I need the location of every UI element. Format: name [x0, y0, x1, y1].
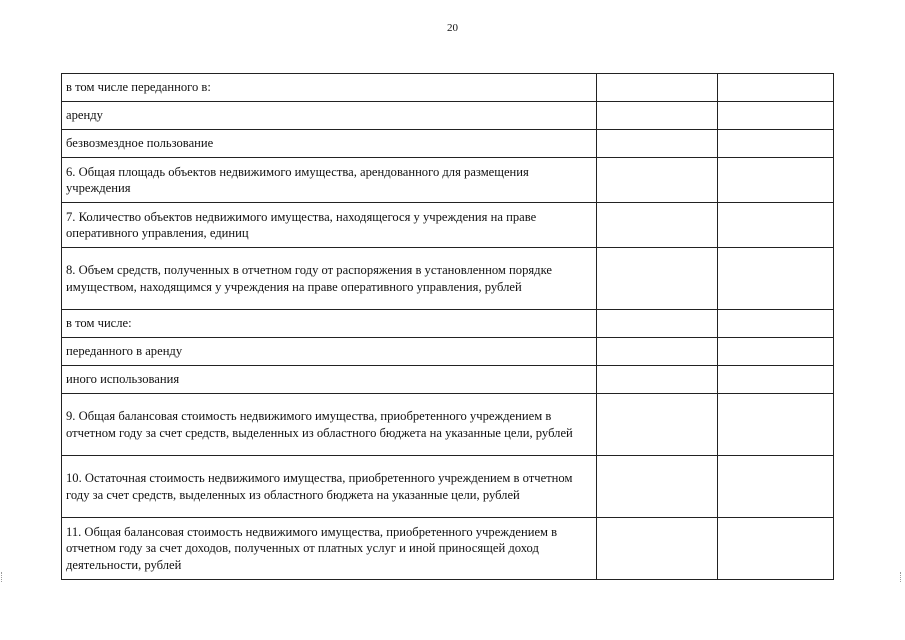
- value-cell-previous: [718, 338, 834, 366]
- value-cell-current: [597, 74, 718, 102]
- table-row: [62, 130, 834, 158]
- value-cell-current: [597, 310, 718, 338]
- value-cell-current: [597, 338, 718, 366]
- value-cell-current: [597, 456, 718, 518]
- table-row: [62, 158, 834, 203]
- row-label: аренду: [62, 102, 597, 130]
- value-cell-current: [597, 203, 718, 248]
- table-row: [62, 394, 834, 456]
- table-row: [62, 456, 834, 518]
- value-cell-current: [597, 394, 718, 456]
- row-label: 8. Объем средств, полученных в отчетном году от распоряжения в установленном порядке имуществом, находящимся у учреждения на праве оперативного управления, рублей: [62, 248, 597, 310]
- row-label: в том числе:: [62, 310, 597, 338]
- row-label: иного использования: [62, 366, 597, 394]
- value-cell-previous: [718, 74, 834, 102]
- value-cell-previous: [718, 456, 834, 518]
- row-label: безвозмездное пользование: [62, 130, 597, 158]
- value-cell-previous: [718, 366, 834, 394]
- value-cell-previous: [718, 248, 834, 310]
- value-cell-current: [597, 102, 718, 130]
- table-row: [62, 248, 834, 310]
- row-label: 11. Общая балансовая стоимость недвижимого имущества, приобретенного учреждением в отчетном году за счет доходов, полученных от платных услуг и иной приносящей доход деятельности, рублей: [62, 518, 597, 580]
- value-cell-previous: [718, 394, 834, 456]
- row-label: переданного в аренду: [62, 338, 597, 366]
- table-row: [62, 102, 834, 130]
- value-cell-previous: [718, 203, 834, 248]
- value-cell-previous: [718, 130, 834, 158]
- table-row: [62, 338, 834, 366]
- value-cell-current: [597, 366, 718, 394]
- table-row: [62, 518, 834, 580]
- table-row: [62, 74, 834, 102]
- row-label: 10. Остаточная стоимость недвижимого имущества, приобретенного учреждением в отчетном году за счет средств, выделенных из областного бюджета на указанные цели, рублей: [62, 456, 597, 518]
- row-label: 9. Общая балансовая стоимость недвижимого имущества, приобретенного учреждением в отчетном году за счет средств, выделенных из областного бюджета на указанные цели, рублей: [62, 394, 597, 456]
- value-cell-previous: [718, 310, 834, 338]
- row-label: 6. Общая площадь объектов недвижимого имущества, арендованного для размещения учреждения: [62, 158, 597, 203]
- value-cell-previous: [718, 518, 834, 580]
- value-cell-current: [597, 158, 718, 203]
- row-label: 7. Количество объектов недвижимого имущества, находящегося у учреждения на праве оперативного управления, единиц: [62, 203, 597, 248]
- page-number: 20: [447, 22, 458, 34]
- value-cell-current: [597, 518, 718, 580]
- scan-edge-mark-right: [900, 572, 903, 582]
- scan-edge-mark-left: [1, 572, 4, 582]
- table-row: [62, 310, 834, 338]
- value-cell-current: [597, 248, 718, 310]
- table-row: [62, 203, 834, 248]
- report-table: [61, 73, 834, 580]
- row-label: в том числе переданного в:: [62, 74, 597, 102]
- table-row: [62, 366, 834, 394]
- value-cell-current: [597, 130, 718, 158]
- value-cell-previous: [718, 158, 834, 203]
- value-cell-previous: [718, 102, 834, 130]
